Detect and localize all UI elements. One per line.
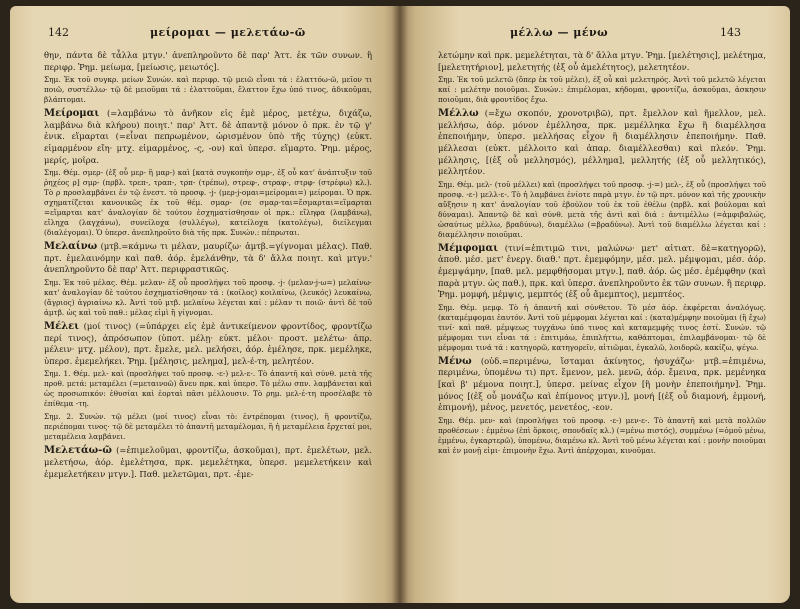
entry-text: (οὐδ.=περιμένω, ἵσταμαι ἀκίνητος, ἡσυχάζω· μτβ.=ἐπιμένω, περιμένω, ὑπομένω τι) πρτ. ἔμενον, μελ. μενῶ, ἀόρ. ἔμεινα, πρκ. μεμένηκα [καὶ β' μέμονα ποιητ.], ὑπερσ. μείνας εἶχον [ἢ μονὴν ἐπεποιήμην]. Ῥημ. μόνος [(ἐξ οὗ μονάζω καὶ ἐπίμονος μτγν.)], μονή [(ἐξ οὗ διαμονή, ἐμμονή, ἐπιμονή), μένος, μενετός, μενετέος, -εον. [438, 355, 767, 413]
entry-text: (μτβ.=κάμνω τι μέλαν, μαυρίζω· ἀμτβ.=γίγνομαι μέλας). Παθ. πρτ. ἐμελαινόμην καὶ παθ. ἀόρ. ἐμελάνθην, τὰ δ' ἄλλα ποιητ. καὶ μτγν.' ἀνεπληροῦντο δὲ παρ' Ἀττ. περιφραστικῶς. [44, 241, 372, 275]
entry-text: Σημ. Θέμ. μεμφ. Τὸ ἡ ἀπαντῆ καὶ σύνθετον. Τὸ μέσ ἀόρ. ἐκφέρεται ἀναλόγως. (καταμέμφομαι ἑαυτόν. Ἀντὶ τοῦ μέμφομαι λέγεται καί : (κατα)μέμφην ποιοῦμαι (ἢ ἔχω) τινί· καὶ παθ. μέμψεως τυγχάνω ὑπό τινος καὶ καταμεμφὴς τινος ἐστί. Συνών. τῷ μέμφομαι τινι εἶναι τά : ἐπιτιμάω, ἐπιπλήττω, καθάπτομαι, ἐπιλαμβάνομαι· τῷ δὲ μέμφομαι τινά τά : κατηγορῶ, κατηγορεῖν, αἰτιῶμαι, ἐγκαλῶ, λοιδορῶ, κακίζω, ψέγω. [438, 302, 766, 352]
entry-paragraph [44, 278, 372, 318]
entry-paragraph [438, 50, 766, 73]
entry-paragraph [44, 50, 372, 73]
left-page-number: 142 [48, 26, 69, 39]
entry-paragraph [44, 445, 372, 480]
entry-text: (μοί τινος) (=ὑπάρχει εἰς ἐμὲ ἀντικείμενον φροντίδος, φροντίζω περί τινος), ἀπρόσωπον (ὑποτ. μέλῃ· εὐκτ. μέλοι· προστ. μελέτω· ἀπρ. μέλειν· μτχ. μέλον), πρτ. ἔμελε, μελ. μελήσει, ἀόρ. ἐμέλησε, πρκ. μεμέληκε, ὑπερσ. ἐμεμελήκει. Ῥημ. [μέλησις, μελημα], μελ-έ-τη, μελητέον. [44, 320, 372, 366]
entry-text: Σημ. Ἐκ τοῦ μέλας. Θέμ. μελαν- ἐξ οὗ προσλήψει τοῦ προσφ. -j- (μελαν-j-ω=) μελαίνω· κατ' ἀναλογίαν δὲ τούτου ἐσχηματίσθησαν τά : (κοίλος) κοιλαίνω, (λευκός) λευκαίνω, (ἄγριος) ἀγριαίνω κλ. Ἀντὶ τοῦ μτβ. μελαίνω λέγεται καί : μέλαν τι ποιῶ· ἀντὶ δὲ τοῦ ἀμτβ. ὡς καὶ τοῦ παθ.: μέλας εἰμὶ ἢ γίγνομαι. [44, 277, 372, 317]
left-running-head: μείρομαι — μελετάω-ῶ [150, 26, 306, 39]
book-gutter [392, 6, 408, 603]
entry-paragraph [438, 75, 766, 105]
entry-paragraph [44, 108, 372, 166]
headword: Μέλει [44, 320, 80, 332]
entry-text: θην, πάντα δὲ τἆλλα μτγν.' ἀνεπληροῦντο δὲ παρ' Ἀττ. ἐκ τῶν συνων. ἢ περιφρ. Ῥημ. μείωμα, [μείωσις, μειωτός]. [44, 50, 372, 72]
entry-text: Σημ. Θέμ. μελ- (τοῦ μέλλει) καὶ (προσλήψει τοῦ προσφ. -j-=) μελ-, ἐξ οὗ (προσλήψει τοῦ προσφ. -ε-) μελλ-ε-. Τὸ ἡ λαμβάνει ἐνίοτε παρὰ μτγν. ἐν τῷ πρτ. μόνον καὶ τῆς χρονικὴν αὔξησιν η κατ' ἀναλογίαν τοῦ ἐβούλον τοῦ ἐκ τοῦ ἐθέλω (πρβλ. καὶ βούλομαι καὶ δύναμαι). Ἀπαντῷ δὲ καὶ σύνθ. μετὰ τῆς ἀντὶ καὶ διά : ἀντιμέλλω (=ἀμφιβαλώς, ὡσαύτως μέλλω, βραδύνω), διαμέλλω (=βραδύνω). Ἀντὶ τοῦ διαμέλλω λέγεται καί : διαμέλλησιν ποιοῦμαι. [438, 179, 766, 239]
entry-paragraph [44, 75, 372, 105]
entry-text: (=λαμβάνω τὸ ἀνῆκον εἰς ἐμὲ μέρος, μετέχω, διχάζω, λαμβάνω διὰ κλήρου) ποιητ.' παρ' Ἀττ. δὲ ἀπαντᾷ μόνον ὁ πρκ. ἐν τῷ γ' ἑνικ. εἵμαρται (=εἶναι πεπρωμένον, ὡρισμένον ὑπὸ τῆς τύχης) (εὐκτ. εἱμαρμένον εἴη· μτχ. εἱμαρμένος, -ς, -ον) καὶ ὑπερσ. εἵμαρτο. Ῥημ. μέρος, μερίς, μοῖρα. [44, 108, 372, 165]
entry-paragraph [44, 369, 372, 409]
left-page [10, 6, 400, 603]
headword: Μελετάω-ῶ [44, 445, 112, 457]
headword: Μέμφομαι [438, 242, 499, 254]
entry-paragraph [438, 303, 766, 353]
entry-text: (τινί=ἐπιτιμῶ τινι, μαλώνω· μετ' αἰτιατ. δὲ=κατηγορῶ), ἀποθ. μέσ. μετ' ἐνεργ. διαθ.' πρτ. ἐμεμφόμην, μέσ. μελ. μέμψομαι, μέσ. ἀόρ. ἐμεμψάμην, [παθ. μελ. μεμφθήσομαι μτγν.], παθ. ἀόρ. ὡς μέσ. ἐμέμφθην (καὶ παρὰ μτγν. ὡς παθ.), πρκ. καὶ ὑπερσ. ἀνεπληροῦντο ἐκ τῶν συνων. ἢ περιφρ. Ῥημ. μομφή, μέμψις, μεμπτός (ἐξ οὗ ἄμεμπτος), μεμπτέος. [438, 242, 766, 300]
entry-paragraph [438, 356, 766, 414]
entry-paragraph [44, 241, 372, 276]
headword: Μένω [438, 355, 472, 367]
headword: Μελαίνω [44, 241, 98, 253]
headword: Μείρομαι [44, 108, 100, 120]
entry-text: Σημ. Θέμ. μεν- καὶ (προσλήψει τοῦ προσφ. -ε-) μεν-ε-. Τὸ ἀπαντῆ καὶ μετὰ πολλῶν προθέσεων : ἐμμένω (ἐπὶ ὅρκοις, σπονδαῖς κλ.) (=μένω πιστός), συμμένω (=ὁμοῦ μένω, ἐμμένω, ἐγκαρτερῶ), ὑπομένω, διαμένω κλ. Ἀντὶ τοῦ μένω λέγεται καί : μονὴν ποιοῦμαι καὶ ἐν μονῇ εἰμι· ἐπιμονὴν ἔχω. Ἀντὶ ἀπέρχομαι, κινοῦμαι. [438, 415, 766, 455]
left-page-text [44, 50, 372, 481]
entry-text: Σημ. 1. Θέμ. μελ- καὶ (προσλήψει τοῦ προσφ. -ε-) μελ-ε-. Τὸ ἀπαντῆ καὶ σύνθ. μετὰ τῆς προθ. μετά: μεταμέλει (=μεταινοῶ) ἄνευ πρκ. καὶ ὑπερσ. Τὸ μέλω σπν. λαμβάνεται καὶ ὡς προσωπικόν: ἐθυσίαι καὶ ἑορταὶ πᾶσι μέλλουσιν. Τὸ ρημ. μελ-έ-τη προσέλαβε τὸ ἐπίθεμα -τη. [44, 369, 372, 409]
headword: Μέλλω [438, 108, 479, 120]
entry-paragraph [44, 168, 372, 238]
entry-text: λετώμην καὶ πρκ. μεμελέτηται, τὰ δ' ἄλλα μτγν. Ῥημ. [μελέτησις], μελέτημα, [μελετητήριον], μελετητής (ἐξ οὗ ἀμελέτητος), μελετητέον. [438, 50, 766, 72]
entry-paragraph [438, 416, 766, 456]
entry-text: Σημ. Ἐκ τοῦ συγκρ. μείων Συνών. καὶ περιφρ. τῷ μειῶ εἶναι τά : ἐλαττόω-ῶ, μεῖον τι ποιῶ, συστέλλω· τῷ δὲ μειοῦμαι τά : ἐλαττοῦμαι, ἔλαττον ἔχω ὑπό τινος, ἀδικοῦμαι, βλάπτομαι. [44, 75, 372, 105]
entry-text: Σημ. Ἐκ τοῦ μελετῶ (ὅπερ ἐκ τοῦ μέλει), ἐξ οὗ καὶ μελετηρός. Ἀντὶ τοῦ μελετῶ λέγεται καί : μελέτην ποιοῦμαι. Συνών.: ἐπιμέλομαι, κήδομαι, φροντίζω, ἀσκοῦμαι, ἀσκησιν ποιοῦμαι, διὰ φροντίδος ἔχω. [438, 75, 766, 105]
entry-text: Σημ. Θέμ. σμερ- (ἐξ οὗ μερ- ἢ μαρ-) καὶ [κατὰ συγκοπὴν σμρ-, ἐξ οὗ κατ' ἀνάπτυξιν τοῦ ῥηχέος ρ] σμρ- (πρβλ. τρεπ-, τραπ-, τρπ- (τρέπω), στρεφ-, στραφ-, στρφ- (στρέφω) κλ.). Τὸ ρ προσλαμβάνει ἐν τῷ ἐνεστ. τὸ προσφ. -j- (μερ-j-ομαι=μείρομαι=) μείρομαι. Ὁ πρκ. σχηματίζεται κανονικῶς ἐκ τοῦ θέμ. σμαρ- (σε σμαρ-ται=ἔσμαρται=εἵμαρται =εἵμαρται κατ' ἀναλογίαν δὲ τούτου ἐσχηματίσθησαν οἱ πρκ.: εἴληφα (λαμβάνω), εἴληχα (λαγχάνω), συνείλοχα (συλλέγω), κατείλοχα (κατολέγω), διείλεγμαι (διαλέγομαι). Ὁ ὑπερσ. ἀνεπληροῦτο διὰ τῆς πρκ. Συνών.: πέπρωται. [44, 168, 372, 238]
entry-paragraph [438, 108, 766, 178]
entry-paragraph [44, 321, 372, 367]
entry-paragraph [438, 243, 766, 301]
entry-text: (=ἔχω σκοπόν, χρονοτριβῶ), πρτ. ἔμελλον καὶ ἤμελλον, μελ. μελλήσω, ἀόρ. μόνον ἐμέλλησα, πρκ. μεμέλληκα ἔχω ἢ διαμέλλησα ἐπεποιήμην, ὑπερσ. μελλήσας εἶχον ἢ διαμέλλησιν ἐπεποιήμην. Παθ. μέλλεσαι (εὐκτ. μέλλοιτο καὶ ἀπαρ. διαμέλλεσθαι) καὶ πλεόν. Ῥημ. μέλλησις, [(ἐξ οὗ μελλησμός), μέλλημα], μελλητής (ἐξ οὗ μελλητικός), μελλητέον. [438, 108, 766, 177]
right-running-head: μέλλω — μένω [510, 26, 609, 39]
entry-text: Σημ. 2. Συνών. τῷ μέλει (μοί τινος) εἶναι τὸ: ἐντρέπομαι (τινος), ἢ φροντίζω, περιέπομαι τινος· τῷ δὲ μεταμέλει τὸ ἀπαντῆ μεταμέλομαι, ἢ ἡ μεταμέλεια ἔρχεταί μοι, μεταμέλεια λαμβάνει. [44, 412, 372, 442]
right-page-text [438, 50, 766, 459]
entry-paragraph [44, 412, 372, 442]
right-page-number: 143 [720, 26, 741, 39]
entry-paragraph [438, 180, 766, 240]
entry-text: (=ἐπιμελοῦμαι, φροντίζω, ἀσκοῦμαι), πρτ. ἐμελέτων, μελ. μελετήσω, ἀόρ. ἐμελέτησα, πρκ. μεμελέτηκα, ὑπερσ. μεμελετήκειν καὶ ἐμεμελετήκειν μτγν.]. Παθ. μελετῶμαι, πρτ. -ἐμε- [44, 445, 372, 479]
right-page [400, 6, 790, 603]
